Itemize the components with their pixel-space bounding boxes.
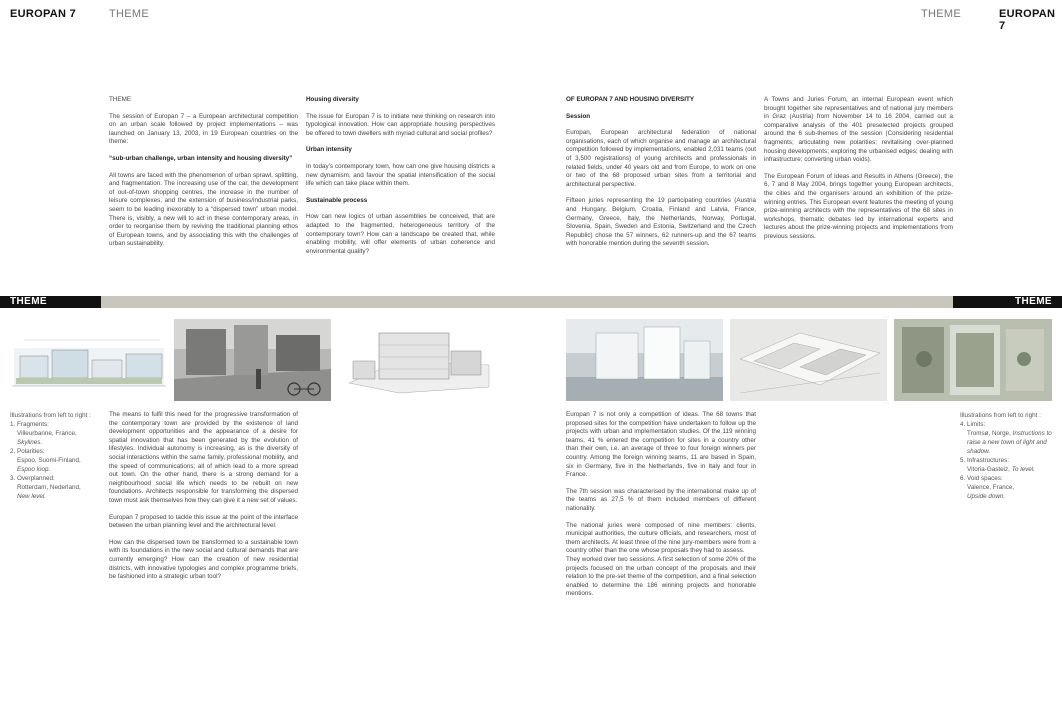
caption-item-project: New level. bbox=[17, 493, 47, 500]
caption-item-project: Upside down. bbox=[967, 493, 1006, 500]
subheading-urban-intensity: Urban intensity bbox=[306, 146, 352, 154]
subheading-housing-diversity: Housing diversity bbox=[306, 96, 359, 103]
text-column-transformation bbox=[109, 411, 298, 590]
paragraph: The 7th session was characterised by the international make up of the teams as 27,5 % of them included members of different nationality. bbox=[566, 487, 756, 512]
caption-item-entry bbox=[960, 429, 1052, 456]
theme-band bbox=[101, 296, 953, 308]
caption-item-place: Vitoria-Gasteiz, bbox=[967, 466, 1010, 473]
illustration-void-spaces bbox=[894, 319, 1052, 401]
caption-item-number: 2. Polarities: bbox=[10, 448, 45, 455]
illustration-fragments bbox=[10, 320, 168, 400]
paragraph: How can the dispersed town be transformed to a sustainable town with its foundations in the new social and cultural demands that are currently emerging? How can the creation of new residential districts, with innovative typologies and complex programme briefs, be fashioned into a strategic urban tool? bbox=[109, 538, 298, 581]
caption-item-place: Valence, France, bbox=[967, 484, 1015, 491]
subheading-session: Session bbox=[566, 112, 591, 120]
subheading-sustainable-process: Sustainable process bbox=[306, 196, 368, 204]
column-heading: OF EUROPAN 7 AND HOUSING DIVERSITY bbox=[566, 96, 695, 103]
caption-item-project: Skylines. bbox=[17, 439, 43, 446]
paragraph: The means to fulfil this need for the progressive transformation of the contemporary town are provided by the existence of land development opportunities and the appearance of a desire for spatial innovation that has been generated by the evolution of lifestyles. Individual autonomy is increasing, as is the diversity of social interactions within the same family, professional mobility, and the speed of communications; all of which lead to a more spread out town. On the other hand, there is a strong demand for a neighbourhood social life which needs to be rebuilt on new foundations. Architects responsible for transforming the dispersed town must ask themselves how they can give it a new set of values. bbox=[109, 411, 298, 504]
caption-item-place: Espoo, Suomi-Finland, bbox=[17, 457, 81, 464]
text-column-session bbox=[566, 96, 756, 257]
paragraph: Europan 7 proposed to tackle this issue at the point of the interface between the urban planning level and the architectural level. bbox=[109, 513, 298, 530]
caption-title: Illustrations from left to right : bbox=[960, 412, 1041, 419]
caption-item-project: To level. bbox=[1011, 466, 1035, 473]
paragraph: The issue for Europan 7 is to initiate new thinking on research into typological innovation. How can appropriate housing perspectives be offered to town dwellers with myriad cultural and social profiles? bbox=[306, 112, 495, 137]
illustration-infrastructures bbox=[730, 319, 887, 401]
caption-item-project: Espoo loop. bbox=[17, 466, 51, 473]
caption-left bbox=[10, 411, 100, 501]
paragraph: All towns are faced with the phenomenon of urban sprawl, splitting, and fragmentation. The increasing use of the car, the development of out-of-town shopping centres, the increase in the number of leisure complexes, and the extension of business/industrial parks, seem to be leading inexorably to a “dispersed town” urban model. There is, visibly, a new will to act in these contemporary areas, in order to reorganise them by reviving the traditional planning ethos of European towns, and by associating this with the challenges of urban sustainability. bbox=[109, 171, 298, 248]
text-column-subthemes bbox=[306, 96, 495, 264]
column-heading: THEME bbox=[109, 96, 132, 103]
paragraph: Europan, European architectural federation of national organisations, each of which organise and manage an architectural competition followed by implementations, enabled 2,031 teams (out of 3,500 registrations) of young architects and professionals in related fields, under 40 years old and from Europe, to work on one or two of the 68 proposed urban sites from a territorial and architectural perspective. bbox=[566, 129, 756, 188]
paragraph: In today’s contemporary town, how can one give housing districts a new dynamism, and favour the spatial intensification of the social life which can take place within them. bbox=[306, 162, 495, 188]
header-brand-left: EUROPAN 7 bbox=[10, 8, 77, 20]
illustration-overplanned bbox=[339, 321, 496, 399]
theme-band-label-right: THEME bbox=[953, 296, 1062, 308]
caption-item-place: Rotterdam, Nederland, bbox=[17, 484, 81, 491]
paragraph: How can new logics of urban assemblies be conceived, that are adapted to the fragmented, heterogeneous territory of the contemporary town? How can a landscape be created that, while enabling mobility, will offer elements of urban coherence and environmental quality? bbox=[306, 213, 495, 255]
caption-item-place: Tromsø, Norge, bbox=[967, 430, 1011, 437]
text-column-implementation bbox=[566, 411, 756, 607]
caption-item-number: 6. Void spaces: bbox=[960, 475, 1003, 482]
paragraph: Fifteen juries representing the 19 participating countries (Austria and Hungary, Belgium, Croatia, Finland and Latvia, France, Germany, Greece, Italy, the Netherlands, Norway, Portugal, Slovenia, Spain, Sweden and Estonia, Switzerland and the Czech Republic) chose the 57 winners, 62 runners-up and the 67 teams with honorable mention during the seventh session. bbox=[566, 197, 756, 248]
paragraph: The European Forum of Ideas and Results in Athens (Greece), the 6, 7 and 8 May 2004, brings together young European architects, the cities and the organisers around an exhibition of the prize-winning entries. This European event features the meeting of young prize-winning architects with the representatives of the 68 sites in workshops, thematic debates led by international experts and lectures about the prize-winning projects and implementations from previous sessions. bbox=[764, 172, 953, 240]
caption-item-entry bbox=[960, 465, 1052, 474]
caption-item-number: 3. Overplanned: bbox=[10, 475, 55, 482]
caption-item-number: 4. Limits: bbox=[960, 421, 986, 428]
header-section-right: THEME bbox=[921, 8, 961, 20]
caption-item-number: 1. Fragments: bbox=[10, 421, 49, 428]
header-brand-right: EUROPAN 7 bbox=[999, 8, 1056, 32]
caption-item-project: Instructions to raise a new town of light and shadow. bbox=[967, 430, 1052, 455]
text-column-theme bbox=[109, 96, 298, 257]
caption-right bbox=[960, 411, 1052, 501]
paragraph: The national juries were composed of nine members: clients, municipal authorities, the culture officials, and researchers, most of them architects. At least three of the nine jury-members were from a country other than the one whose proposals they had to assess. bbox=[566, 521, 756, 555]
header-section-left: THEME bbox=[109, 8, 149, 20]
paragraph: They worked over two sessions. A first selection of some 20% of the projects focused on the urban concept of the proposals and their relation to the pre-set theme of the competition, and a final selection enabled to determine the 186 winning projects and honorable mentions. bbox=[566, 555, 756, 598]
theme-quote: “sub-urban challenge, urban intensity and housing diversity” bbox=[109, 154, 293, 162]
paragraph: The session of Europan 7 – a European architectural competition on an urban scale followed by project implementations – was launched on January 13, 2003, in 19 European countries on the theme: bbox=[109, 112, 298, 146]
theme-band-label-left: THEME bbox=[0, 296, 101, 308]
paragraph: A Towns and Juries Forum, an internal European event which brought together site representatives and of national jury members in Graz (Austria) from November 14 to 16 2004, carried out a comparative analysis of the 401 preselected projects grouped around the 6 sub-themes of the session (Considering residential fragments; articulating new polarities; revitalising over-planned housing developments; exploring the urbanised edges; dealing with infrastructure; converting urban voids). bbox=[764, 96, 953, 164]
caption-title: Illustrations from left to right : bbox=[10, 412, 91, 419]
caption-item-number: 5. Infrastructures: bbox=[960, 457, 1009, 464]
illustration-polarities bbox=[174, 319, 331, 401]
paragraph: Europan 7 is not only a competition of ideas. The 68 towns that proposed sites for the competition have undertaken to follow up the projects with urban and implementation studies. Of the 119 winning teams, 41 % entered the competition for sites in a country other than their own, i.e. an average of three to four foreign winners per country. Among the foreign winning teams, 11 are based in Spain, six in Germany, five in the Netherlands, five in Italy and four in France. bbox=[566, 411, 756, 479]
caption-item-place: Villeurbanne, France, bbox=[17, 430, 77, 437]
text-column-forums bbox=[764, 96, 953, 250]
illustration-limits bbox=[566, 319, 723, 401]
